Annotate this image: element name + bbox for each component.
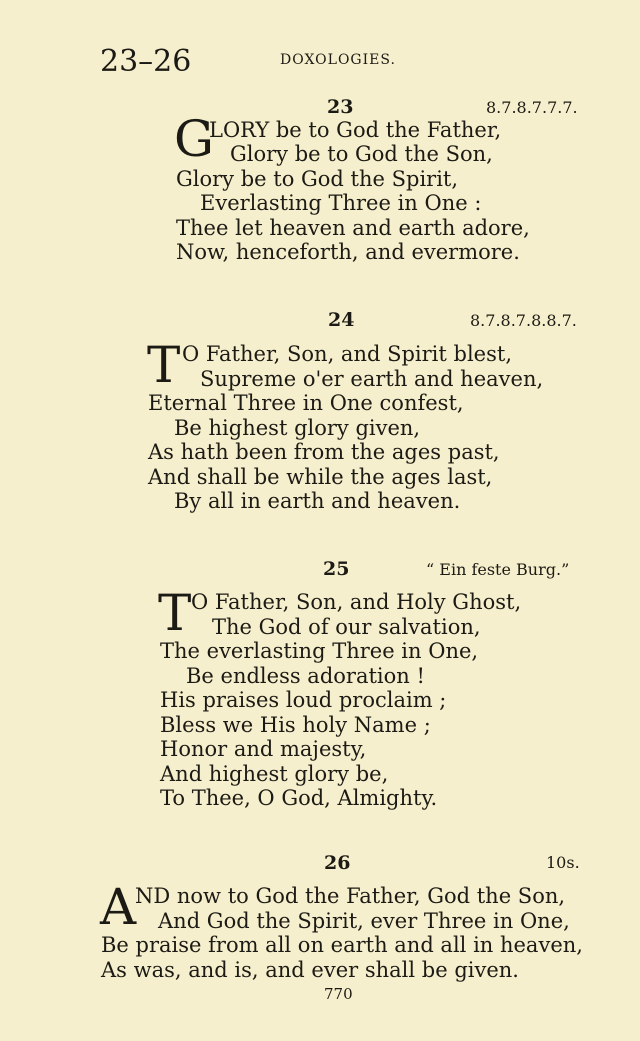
drop-cap: A [100,878,137,936]
verse-line: Supreme o'er earth and heaven, [200,367,544,391]
section-title: DOXOLOGIES. [280,52,396,68]
hymn-meter: 8.7.8.7.8.8.7. [470,311,577,330]
verse-line: LORY be to God the Father, [209,118,502,142]
verse-line: Now, henceforth, and evermore. [176,240,520,264]
page-number: 770 [324,985,353,1003]
verse-line: As hath been from the ages past, [148,440,500,464]
hymn-range: 23–26 [100,44,192,79]
verse-line: ND now to God the Father, God the Son, [135,884,566,908]
verse-line: O Father, Son, and Spirit blest, [182,342,512,366]
hymn-meter: “ Ein feste Burg.” [426,560,570,579]
verse-line: Be highest glory given, [174,416,421,440]
verse-line: And highest glory be, [160,762,389,786]
drop-cap: G [174,110,214,168]
hymn-meter: 10s. [546,853,580,872]
verse-line: O Father, Son, and Holy Ghost, [191,590,522,614]
verse-line: Be praise from all on earth and all in heaven, [101,933,583,957]
drop-cap: T [158,584,192,642]
drop-cap: T [147,336,181,394]
verse-line: Glory be to God the Spirit, [176,167,459,191]
verse-line: And shall be while the ages last, [148,465,493,489]
hymn-number: 26 [324,852,351,874]
verse-line: Thee let heaven and earth adore, [176,216,530,240]
verse-line: Be endless adoration ! [186,664,425,688]
verse-line: The God of our salvation, [212,615,481,639]
verse-line: To Thee, O God, Almighty. [160,786,438,810]
verse-line: Honor and majesty, [160,737,367,761]
verse-line: By all in earth and heaven. [174,489,461,513]
verse-line: Glory be to God the Son, [230,142,493,166]
verse-line: The everlasting Three in One, [160,639,479,663]
hymn-number: 25 [323,558,350,580]
verse-line: Everlasting Three in One : [200,191,482,215]
verse-line: His praises loud proclaim ; [160,688,447,712]
hymn-number: 24 [328,309,355,331]
hymn-meter: 8.7.8.7.7.7. [486,98,578,117]
verse-line: Bless we His holy Name ; [160,713,431,737]
verse-line: As was, and is, and ever shall be given. [101,958,519,982]
hymn-number: 23 [327,96,354,118]
verse-line: And God the Spirit, ever Three in One, [158,909,570,933]
verse-line: Eternal Three in One confest, [148,391,464,415]
